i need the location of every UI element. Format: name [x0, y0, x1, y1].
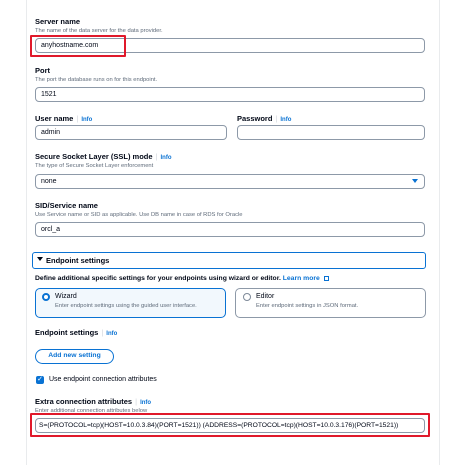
extra-attributes-label-text: Extra connection attributes — [35, 397, 133, 406]
dropdown-caret-icon — [412, 179, 418, 183]
ssl-mode-info-link[interactable]: Info — [160, 155, 172, 161]
server-name-label: Server name — [35, 17, 81, 26]
endpoint-settings-header: Endpoint settings — [46, 256, 110, 265]
password-info-link[interactable]: Info — [280, 117, 292, 123]
ssl-mode-value: none — [41, 178, 57, 185]
extra-attributes-description: Enter additional connection attributes below — [35, 408, 148, 414]
sid-label: SID/Service name — [35, 201, 98, 210]
password-input[interactable] — [237, 125, 425, 140]
endpoint-settings-label-text: Endpoint settings — [35, 328, 99, 337]
separator: | — [135, 397, 138, 406]
editor-description: Enter endpoint settings in JSON format. — [256, 303, 359, 309]
editor-radio[interactable] — [243, 293, 251, 301]
port-description: The port the database runs on for this endpoint. — [35, 77, 158, 83]
ssl-mode-select[interactable] — [35, 174, 425, 189]
wizard-radio[interactable] — [42, 293, 50, 301]
endpoint-settings-label — [35, 328, 117, 337]
editor-title: Editor — [256, 293, 275, 300]
ssl-mode-label — [35, 152, 172, 161]
wizard-description: Enter endpoint settings using the guided user interface. — [55, 303, 197, 309]
ssl-mode-description: The type of Secure Socket Layer enforcement — [35, 163, 154, 169]
separator: | — [76, 114, 79, 123]
endpoint-settings-info-link[interactable]: Info — [106, 331, 118, 337]
password-label — [237, 114, 291, 123]
define-text: Define additional specific settings for your endpoints using wizard or editor. — [35, 275, 281, 282]
server-name-description: The name of the data server for the data provider. — [35, 28, 163, 34]
password-label-text: Password — [237, 114, 273, 123]
extra-attributes-label — [35, 397, 151, 406]
sid-input[interactable]: orcl_a — [35, 222, 425, 237]
use-endpoint-connection-attributes-label: Use endpoint connection attributes — [49, 376, 157, 383]
add-new-setting-button[interactable]: Add new setting — [35, 349, 114, 364]
server-name-input[interactable]: anyhostname.com — [35, 38, 425, 53]
separator: | — [155, 152, 158, 161]
user-name-label — [35, 114, 92, 123]
extra-attributes-info-link[interactable]: Info — [140, 400, 152, 406]
user-name-label-text: User name — [35, 114, 74, 123]
port-input[interactable]: 1521 — [35, 87, 425, 102]
external-link-icon — [324, 276, 329, 281]
endpoint-settings-define-text — [35, 275, 329, 282]
separator: | — [101, 328, 104, 337]
server-name-highlight — [30, 35, 126, 57]
user-name-info-link[interactable]: Info — [81, 117, 93, 123]
caret-down-icon — [37, 257, 43, 261]
checkbox-check-icon[interactable]: ✓ — [37, 376, 43, 383]
ssl-mode-label-text: Secure Socket Layer (SSL) mode — [35, 152, 153, 161]
separator: | — [275, 114, 278, 123]
wizard-title: Wizard — [55, 293, 77, 300]
user-name-input[interactable]: admin — [35, 125, 227, 140]
sid-description: Use Service name or SID as applicable. Use DB name in case of RDS for Oracle — [35, 212, 243, 218]
extra-attributes-highlight — [30, 413, 430, 437]
extra-attributes-input[interactable]: S=(PROTOCOL=tcp)(HOST=10.0.3.84)(PORT=1521)) (ADDRESS=(PROTOCOL=tcp)(HOST=10.0.3.176)(PORT=1521)) — [35, 418, 425, 433]
learn-more-link[interactable]: Learn more — [282, 275, 320, 282]
port-label: Port — [35, 66, 50, 75]
